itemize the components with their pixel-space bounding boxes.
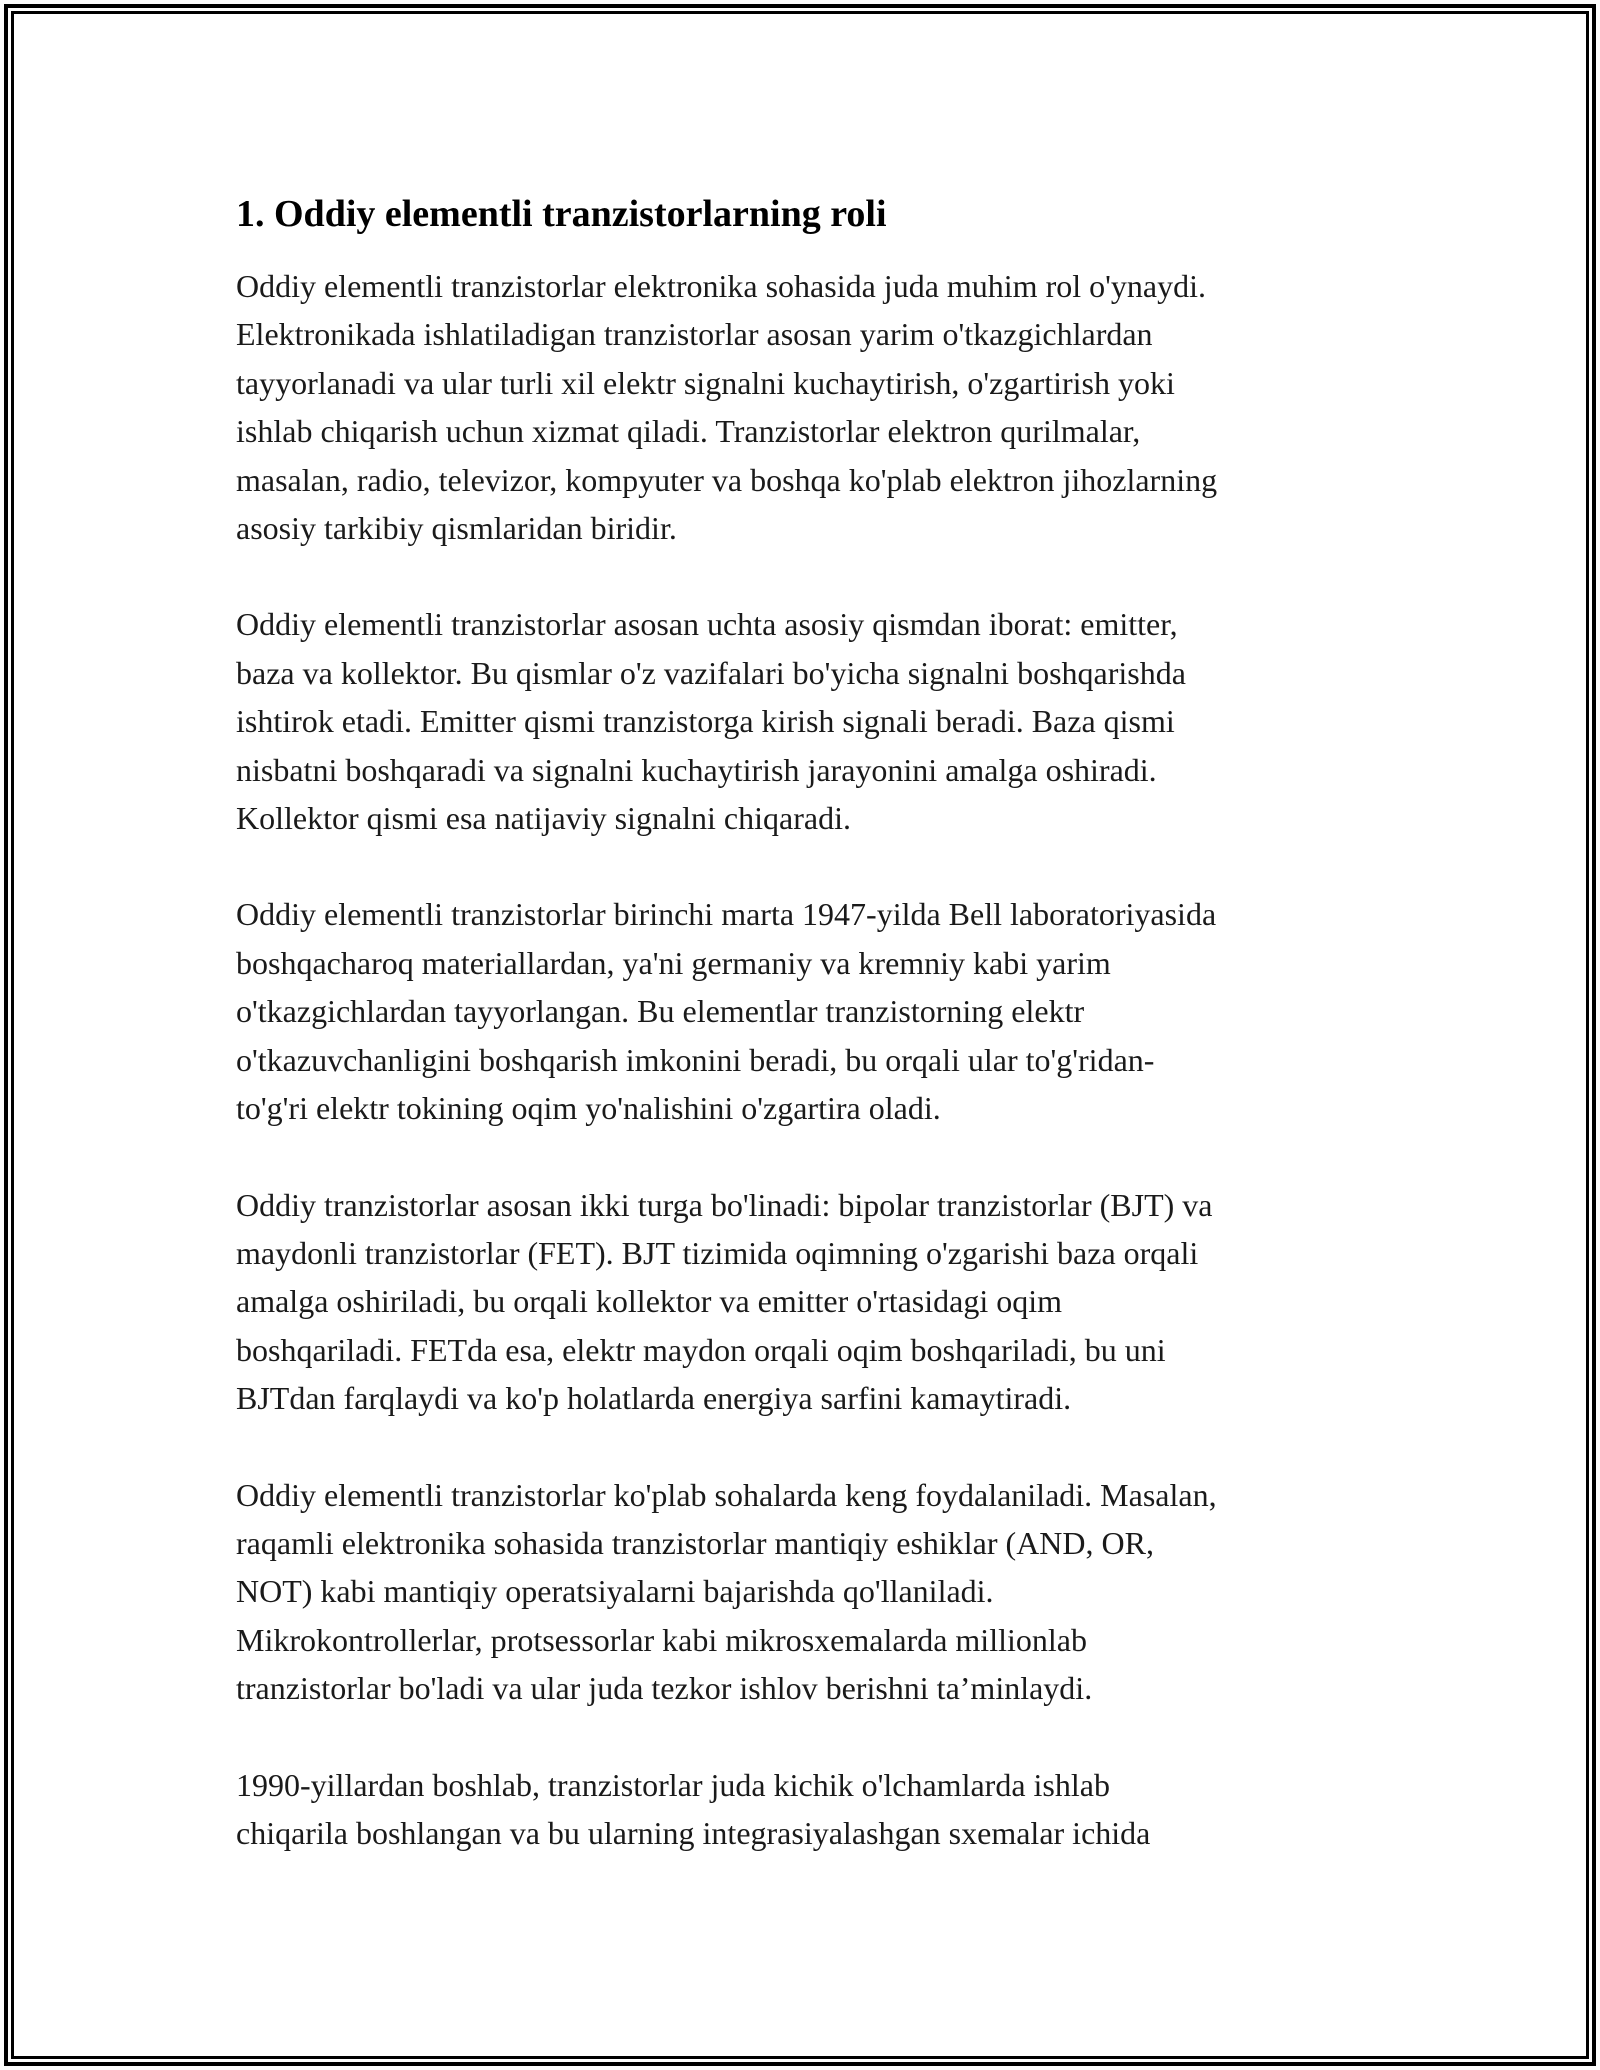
- text-line: asosiy tarkibiy qismlaridan biridir.: [236, 510, 677, 547]
- paragraph: [236, 1471, 1376, 1713]
- text-line: boshqariladi. FETda esa, elektr maydon orqali oqim boshqariladi, bu uni: [236, 1331, 1166, 1368]
- paragraph: [236, 600, 1376, 842]
- text-line: baza va kollektor. Bu qismlar o'z vazifalari bo'yicha signalni boshqarishda: [236, 654, 1186, 691]
- text-line: raqamli elektronika sohasida tranzistorlar mantiqiy eshiklar (AND, OR,: [236, 1524, 1154, 1561]
- text-line: 1990-yillardan boshlab, tranzistorlar juda kichik o'lchamlarda ishlab: [236, 1766, 1110, 1803]
- text-line: masalan, radio, televizor, kompyuter va boshqa ko'plab elektron jihozlarning: [236, 461, 1218, 498]
- text-line: Elektronikada ishlatiladigan tranzistorlar asosan yarim o'tkazgichlardan: [236, 316, 1153, 353]
- text-line: o'tkazuvchanligini boshqarish imkonini beradi, bu orqali ular to'g'ridan-: [236, 1041, 1155, 1078]
- text-line: amalga oshiriladi, bu orqali kollektor va emitter o'rtasidagi oqim: [236, 1283, 1062, 1320]
- text-line: Oddiy elementli tranzistorlar ko'plab sohalarda keng foydalaniladi. Masalan,: [236, 1476, 1217, 1513]
- paragraph: [236, 1181, 1376, 1423]
- text-line: ishtirok etadi. Emitter qismi tranzistorga kirish signali beradi. Baza qismi: [236, 703, 1175, 740]
- paragraph: [236, 890, 1376, 1132]
- document-body: [236, 186, 1376, 1905]
- paragraph: [236, 1761, 1376, 1858]
- text-line: NOT) kabi mantiqiy operatsiyalarni bajarishda qo'llaniladi.: [236, 1573, 994, 1610]
- text-line: Kollektor qismi esa natijaviy signalni chiqaradi.: [236, 800, 851, 837]
- section-heading: 1. Oddiy elementli tranzistorlarning roli: [236, 193, 887, 235]
- text-line: boshqacharoq materiallardan, ya'ni germaniy va kremniy kabi yarim: [236, 944, 1111, 981]
- text-line: maydonli tranzistorlar (FET). BJT tizimida oqimning o'zgarishi baza orqali: [236, 1234, 1199, 1271]
- text-line: Oddiy tranzistorlar asosan ikki turga bo'linadi: bipolar tranzistorlar (BJT) va: [236, 1186, 1213, 1223]
- text-line: ishlab chiqarish uchun xizmat qiladi. Tranzistorlar elektron qurilmalar,: [236, 413, 1141, 450]
- text-line: chiqarila boshlangan va bu ularning integrasiyalashgan sxemalar ichida: [236, 1814, 1151, 1851]
- text-line: Oddiy elementli tranzistorlar asosan uchta asosiy qismdan iborat: emitter,: [236, 606, 1178, 643]
- text-line: nisbatni boshqaradi va signalni kuchaytirish jarayonini amalga oshiradi.: [236, 751, 1157, 788]
- text-line: Oddiy elementli tranzistorlar elektronika sohasida juda muhim rol o'ynaydi.: [236, 268, 1206, 304]
- text-line: BJTdan farqlaydi va ko'p holatlarda energiya sarfini kamaytiradi.: [236, 1380, 1072, 1417]
- text-line: tayyorlanadi va ular turli xil elektr signalni kuchaytirish, o'zgartirish yoki: [236, 364, 1175, 401]
- text-line: tranzistorlar bo'ladi va ular juda tezkor ishlov berishni ta’minlaydi.: [236, 1670, 1093, 1707]
- paragraph: [236, 262, 1376, 552]
- text-line: Mikrokontrollerlar, protsessorlar kabi mikrosxemalarda millionlab: [236, 1621, 1087, 1658]
- text-line: to'g'ri elektr tokining oqim yo'nalishini o'zgartira oladi.: [236, 1090, 941, 1127]
- text-line: o'tkazgichlardan tayyorlangan. Bu elementlar tranzistorning elektr: [236, 993, 1085, 1030]
- text-line: Oddiy elementli tranzistorlar birinchi marta 1947-yilda Bell laboratoriyasida: [236, 896, 1217, 933]
